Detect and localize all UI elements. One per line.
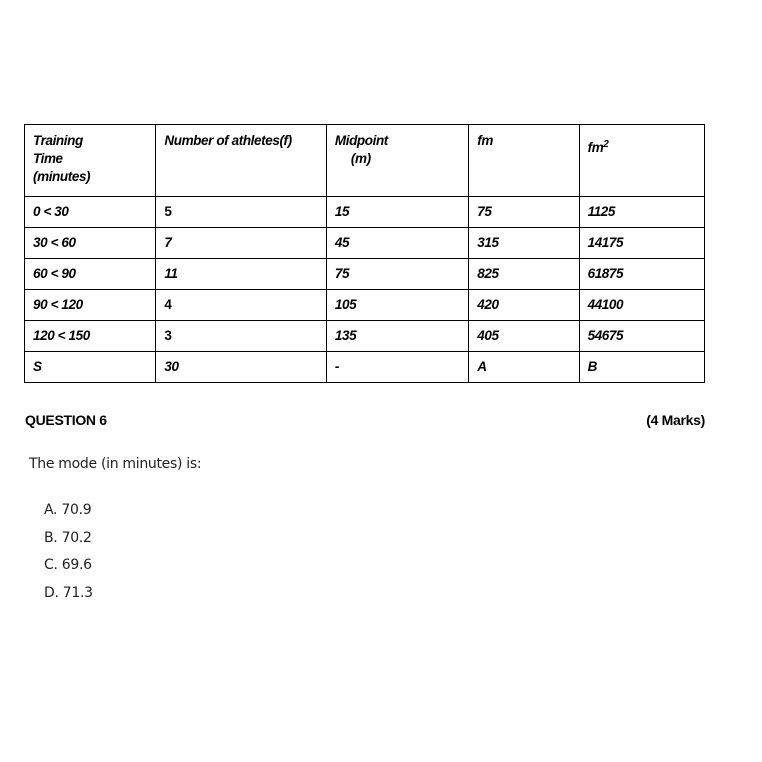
cell-time: 60 < 90 <box>25 259 156 290</box>
header-fm2: $fm^2$ <box>579 125 704 197</box>
cell-total-midpoint: - <box>326 352 468 383</box>
table-row <box>25 259 705 290</box>
cell-fm: 405 <box>469 321 579 352</box>
cell-fm2: 14175 <box>579 228 704 259</box>
table-row <box>25 197 705 228</box>
question-prompt: The mode (in minutes) is: <box>29 456 202 472</box>
cell-total-label: S <box>25 352 156 383</box>
table-header-row <box>25 125 705 197</box>
header-athletes: Number of athletes(f) <box>156 125 327 197</box>
question-marks: (4 Marks) <box>646 412 705 428</box>
cell-fm: 75 <box>469 197 579 228</box>
cell-total-frequency: 30 <box>156 352 327 383</box>
option-a[interactable]: A. 70.9 <box>44 502 92 518</box>
cell-total-fm2: B <box>579 352 704 383</box>
option-c[interactable]: C. 69.6 <box>44 557 92 573</box>
frequency-table <box>24 124 705 383</box>
cell-midpoint: 45 <box>326 228 468 259</box>
cell-frequency: 7 <box>156 228 327 259</box>
cell-fm: 420 <box>469 290 579 321</box>
cell-fm: 825 <box>469 259 579 290</box>
cell-midpoint: 135 <box>326 321 468 352</box>
header-training-time: Training Time (minutes) <box>25 125 156 197</box>
header-midpoint: Midpoint (m) <box>326 125 468 197</box>
cell-fm2: 44100 <box>579 290 704 321</box>
table-row <box>25 228 705 259</box>
cell-midpoint: 105 <box>326 290 468 321</box>
cell-time: 90 < 120 <box>25 290 156 321</box>
option-d[interactable]: D. 71.3 <box>44 584 93 601</box>
cell-midpoint: 75 <box>326 259 468 290</box>
cell-frequency: 3 <box>156 321 327 352</box>
table-row <box>25 290 705 321</box>
cell-time: 0 < 30 <box>25 197 156 228</box>
table-total-row <box>25 352 705 383</box>
cell-time: 120 < 150 <box>25 321 156 352</box>
cell-frequency: 11 <box>156 259 327 290</box>
answer-options <box>44 500 93 610</box>
cell-frequency: 5 <box>156 197 327 228</box>
cell-fm2: 54675 <box>579 321 704 352</box>
cell-fm2: 61875 <box>579 259 704 290</box>
cell-total-fm: A <box>469 352 579 383</box>
cell-fm2: 1125 <box>579 197 704 228</box>
question-title: QUESTION 6 <box>25 412 107 428</box>
cell-midpoint: 15 <box>326 197 468 228</box>
cell-time: 30 < 60 <box>25 228 156 259</box>
header-fm: fm <box>469 125 579 197</box>
cell-frequency: 4 <box>156 290 327 321</box>
cell-fm: 315 <box>469 228 579 259</box>
table-row <box>25 321 705 352</box>
option-b[interactable]: B. 70.2 <box>44 529 92 546</box>
